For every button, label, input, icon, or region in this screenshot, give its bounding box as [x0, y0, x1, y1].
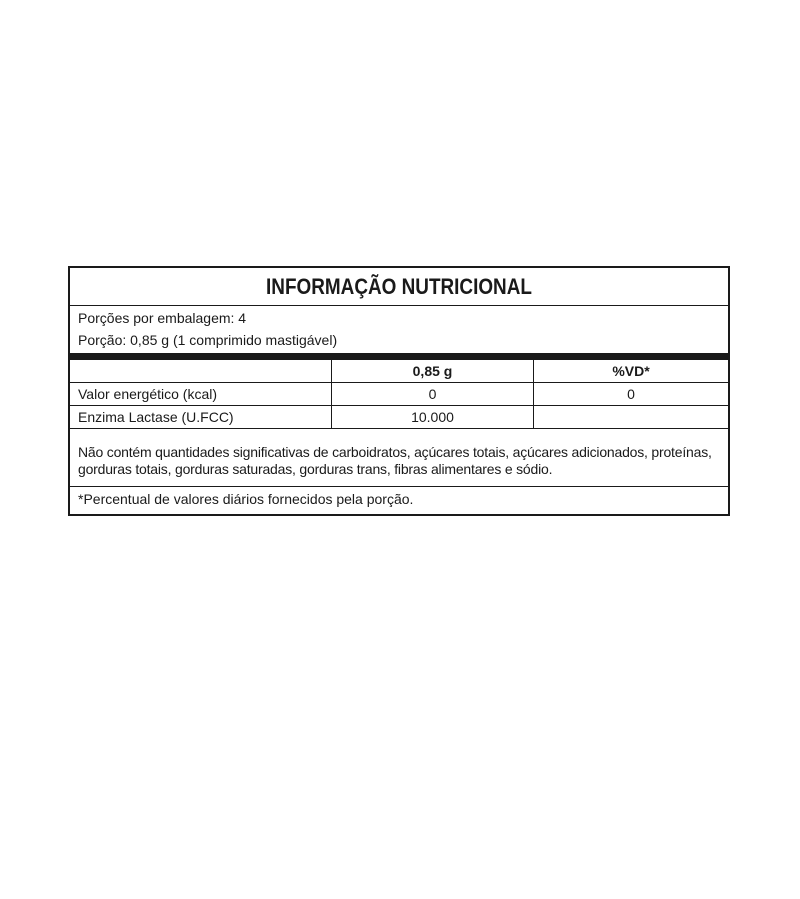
insignificant-nutrients-note: Não contém quantidades significativas de carboidratos, açúcares totais, açúcares adicionados, proteínas, gorduras totais, gorduras saturadas, gorduras trans, fibras alimentares e sódio.: [78, 444, 712, 477]
title-bar: [70, 268, 728, 306]
table-row: [70, 383, 728, 406]
table-header-row: [70, 360, 728, 383]
nutrient-amount: 10.000: [332, 406, 534, 429]
nutrient-dv: [534, 406, 729, 429]
thick-divider: [70, 353, 728, 360]
table-row: [70, 406, 728, 429]
servings-per-package: Porções por embalagem: 4: [78, 310, 247, 326]
header-dv: %VD*: [534, 360, 729, 383]
nutrient-name: Enzima Lactase (U.FCC): [70, 406, 332, 429]
nutrition-facts-label: [68, 266, 730, 516]
label-title: INFORMAÇÃO NUTRICIONAL: [266, 274, 532, 299]
nutrient-amount: 0: [332, 383, 534, 406]
header-nutrient: [70, 360, 332, 383]
nutrient-table: [70, 360, 728, 429]
header-amount: 0,85 g: [332, 360, 534, 383]
serving-size: Porção: 0,85 g (1 comprimido mastigável): [78, 332, 338, 348]
divider: [70, 486, 728, 487]
daily-value-footnote: *Percentual de valores diários fornecidos pela porção.: [78, 491, 414, 507]
nutrient-name: Valor energético (kcal): [70, 383, 332, 406]
nutrient-dv: 0: [534, 383, 729, 406]
